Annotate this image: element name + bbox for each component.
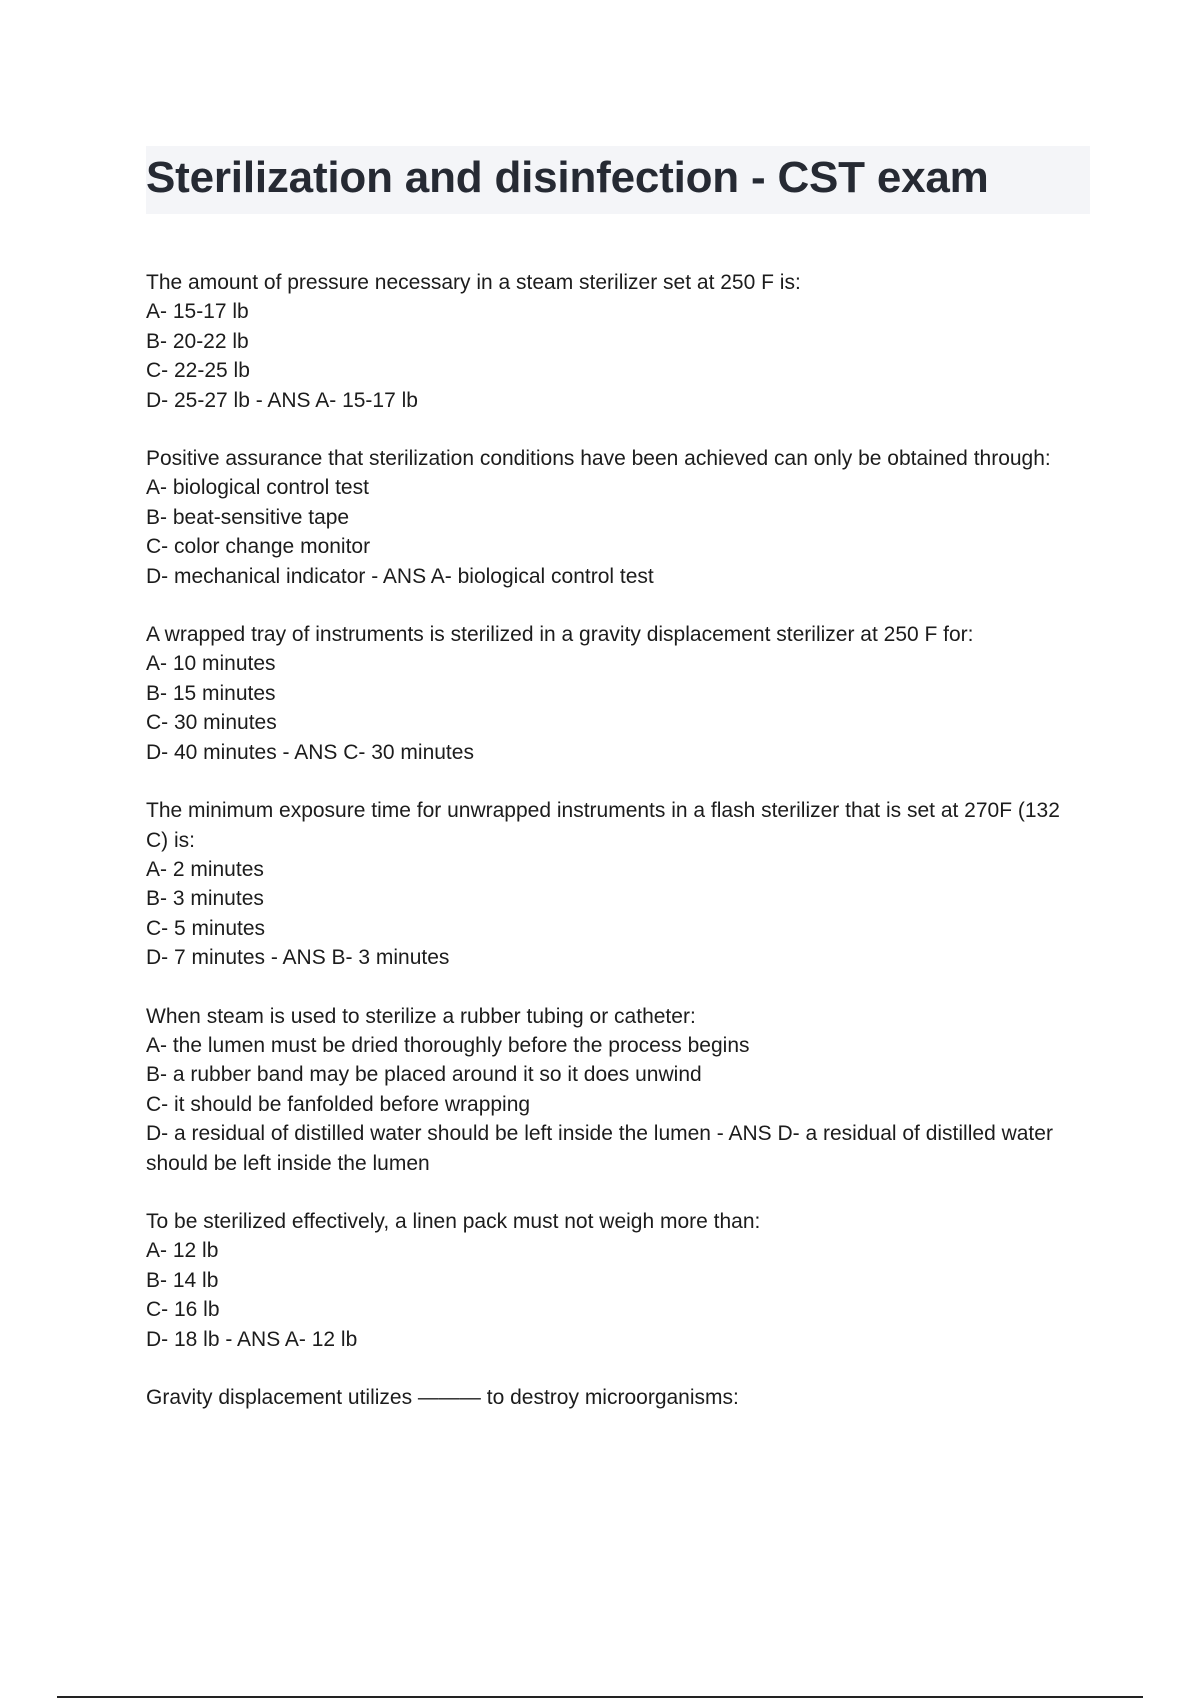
answer-option-with-key: D- a residual of distilled water should be left inside the lumen - ANS D- a residual of distilled water should be left inside the lumen xyxy=(146,1122,1053,1175)
answer-option: A- the lumen must be dried thoroughly before the process begins xyxy=(146,1033,750,1057)
question-text: The minimum exposure time for unwrapped instruments in a flash sterilizer that is set at 270F (132 C) is: xyxy=(146,799,1060,852)
answer-option: A- biological control test xyxy=(146,476,369,500)
answer-option: B- a rubber band may be placed around it so it does unwind xyxy=(146,1063,702,1087)
answer-option-with-key: D- 18 lb - ANS A- 12 lb xyxy=(146,1327,358,1351)
title-banner xyxy=(146,146,1090,214)
footer-divider xyxy=(57,1696,1143,1698)
answer-option-with-key: D- mechanical indicator - ANS A- biological control test xyxy=(146,564,654,588)
answer-option: A- 2 minutes xyxy=(146,857,264,881)
question-block xyxy=(146,444,1076,591)
question-text: When steam is used to sterilize a rubber tubing or catheter: xyxy=(146,1004,696,1028)
question-text: Positive assurance that sterilization conditions have been achieved can only be obtained through: xyxy=(146,447,1051,471)
question-block xyxy=(146,620,1076,767)
answer-option: C- color change monitor xyxy=(146,535,371,559)
answer-option: A- 10 minutes xyxy=(146,652,276,676)
answer-option: C- 22-25 lb xyxy=(146,359,250,383)
answer-option: B- 14 lb xyxy=(146,1268,219,1292)
answer-option: C- 16 lb xyxy=(146,1298,220,1322)
question-text: A wrapped tray of instruments is sterilized in a gravity displacement sterilizer at 250 F for: xyxy=(146,623,974,647)
question-text: Gravity displacement utilizes ——— to destroy microorganisms: xyxy=(146,1386,739,1409)
answer-option-with-key: D- 7 minutes - ANS B- 3 minutes xyxy=(146,946,450,970)
answer-option-with-key: D- 40 minutes - ANS C- 30 minutes xyxy=(146,740,474,764)
question-text: The amount of pressure necessary in a steam sterilizer set at 250 F is: xyxy=(146,271,801,294)
question-list xyxy=(146,268,1076,1441)
answer-option: A- 15-17 lb xyxy=(146,300,249,324)
question-block xyxy=(146,268,1076,415)
answer-option: C- 30 minutes xyxy=(146,711,277,735)
page-title: Sterilization and disinfection - CST exam xyxy=(146,153,989,202)
answer-option: C- 5 minutes xyxy=(146,916,266,940)
question-block xyxy=(146,1207,1076,1354)
answer-option: C- it should be fanfolded before wrapping xyxy=(146,1092,531,1116)
question-block xyxy=(146,1383,1076,1412)
answer-option-with-key: D- 25-27 lb - ANS A- 15-17 lb xyxy=(146,388,418,412)
answer-option: B- 20-22 lb xyxy=(146,329,249,353)
question-block xyxy=(146,1002,1076,1178)
answer-option: B- beat-sensitive tape xyxy=(146,505,350,529)
answer-option: A- 12 lb xyxy=(146,1239,219,1263)
question-block xyxy=(146,796,1076,972)
answer-option: B- 15 minutes xyxy=(146,681,276,705)
question-text: To be sterilized effectively, a linen pack must not weigh more than: xyxy=(146,1209,761,1233)
answer-option: B- 3 minutes xyxy=(146,887,264,911)
